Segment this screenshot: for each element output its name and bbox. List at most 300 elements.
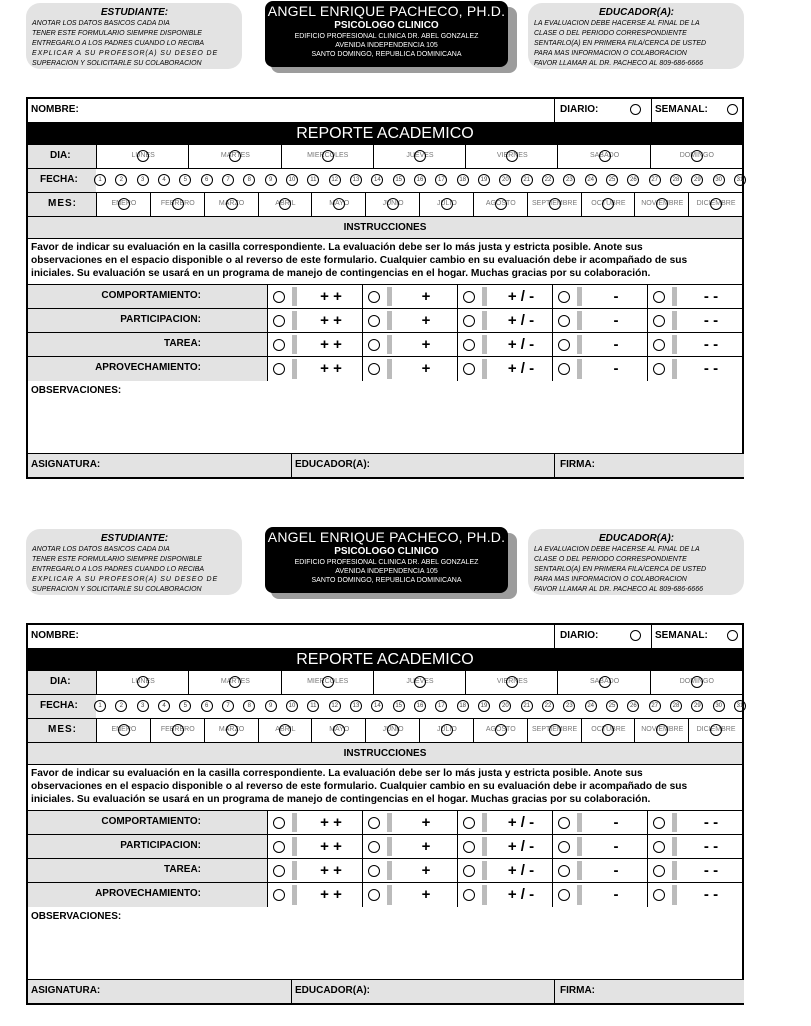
rating-option[interactable] <box>457 811 552 834</box>
date-option-circle[interactable]: 2 <box>115 174 127 186</box>
rating-option[interactable] <box>362 835 457 858</box>
month-option-label: NOVIEMBRE <box>641 200 684 207</box>
rating-radio[interactable] <box>558 817 570 829</box>
educator-field[interactable] <box>291 454 554 477</box>
date-option-circle[interactable]: 23 <box>563 174 575 186</box>
date-option-circle[interactable]: 19 <box>478 174 490 186</box>
day-option[interactable] <box>96 145 189 168</box>
month-option[interactable] <box>581 719 636 742</box>
criteria-row <box>28 883 742 907</box>
criteria-row <box>28 859 742 883</box>
subject-field[interactable] <box>28 980 291 1003</box>
rating-option[interactable] <box>552 309 647 332</box>
daily-checkbox[interactable] <box>630 630 641 641</box>
month-option-circle <box>495 198 507 210</box>
rating-radio[interactable] <box>558 889 570 901</box>
month-option[interactable] <box>634 193 689 216</box>
rating-option[interactable] <box>647 811 742 834</box>
rating-radio[interactable] <box>653 841 665 853</box>
rating-symbol: - <box>613 814 619 831</box>
criteria-rows <box>28 285 742 381</box>
date-option-circle[interactable]: 27 <box>649 700 661 712</box>
educator-label: EDUCADOR(A): <box>295 985 370 996</box>
month-option[interactable] <box>527 193 582 216</box>
date-option-circle[interactable]: 16 <box>414 174 426 186</box>
month-option-circle <box>549 724 561 736</box>
month-option[interactable] <box>634 719 689 742</box>
date-option-circle[interactable]: 31 <box>734 700 746 712</box>
educator-box-line: FAVOR LLAMAR AL DR. PACHECO AL 809-686-6666 <box>534 586 703 593</box>
month-option-label: NOVIEMBRE <box>641 726 684 733</box>
rating-radio[interactable] <box>558 291 570 303</box>
month-option[interactable] <box>311 193 366 216</box>
day-option[interactable] <box>465 671 558 694</box>
date-option-circle[interactable]: 22 <box>542 700 554 712</box>
weekly-checkbox[interactable] <box>727 630 738 641</box>
educator-box-line: LA EVALUACION DEBE HACERSE AL FINAL DE LA <box>534 20 700 27</box>
rating-option[interactable] <box>457 835 552 858</box>
date-option-circle[interactable]: 25 <box>606 174 618 186</box>
subject-field[interactable] <box>28 454 291 477</box>
month-option[interactable] <box>96 719 151 742</box>
signature-field[interactable] <box>554 980 744 1003</box>
month-option-circle <box>226 198 238 210</box>
day-option[interactable] <box>557 145 650 168</box>
date-option-circle[interactable]: 9 <box>265 700 277 712</box>
rating-symbol: + / - <box>507 838 535 855</box>
rating-symbol: - - <box>703 838 719 855</box>
date-option-circle[interactable]: 1 <box>94 700 106 712</box>
rating-radio[interactable] <box>653 865 665 877</box>
rating-radio[interactable] <box>558 865 570 877</box>
month-row <box>28 719 742 743</box>
instructions-line: observaciones en el espacio disponible o al reverso de este formulario. Cualquier cambio en su evaluación debe ir acompañado de sus <box>31 255 688 266</box>
rating-option[interactable] <box>362 883 457 907</box>
clinician-address-line: AVENIDA INDEPENDENCIA 105 <box>335 568 438 575</box>
rating-option[interactable] <box>647 333 742 356</box>
rating-option[interactable] <box>362 811 457 834</box>
clinician-address-line: SANTO DOMINGO, REPUBLICA DOMINICANA <box>311 577 462 584</box>
rating-radio[interactable] <box>368 291 380 303</box>
month-option[interactable] <box>688 193 743 216</box>
rating-option[interactable] <box>457 309 552 332</box>
month-option[interactable] <box>419 719 474 742</box>
weekly-label: SEMANAL: <box>655 104 708 115</box>
rating-radio[interactable] <box>558 339 570 351</box>
rating-symbol: - - <box>703 814 719 831</box>
date-option-circle[interactable]: 10 <box>286 700 298 712</box>
month-option-label: MAYO <box>329 726 350 733</box>
rating-symbol: + + <box>320 288 342 305</box>
rating-radio[interactable] <box>558 841 570 853</box>
rating-option[interactable] <box>457 333 552 356</box>
rating-option[interactable] <box>457 285 552 308</box>
date-option-circle[interactable]: 23 <box>563 700 575 712</box>
criteria-label: APROVECHAMIENTO: <box>95 888 201 899</box>
rating-divider <box>292 335 297 354</box>
rating-option[interactable] <box>552 835 647 858</box>
date-option-circle[interactable]: 8 <box>243 700 255 712</box>
month-option[interactable] <box>581 193 636 216</box>
rating-radio[interactable] <box>653 315 665 327</box>
student-box-title: ESTUDIANTE: <box>100 533 169 544</box>
date-option-circle[interactable]: 24 <box>585 174 597 186</box>
subject-label: ASIGNATURA: <box>31 985 101 996</box>
rating-symbol: - - <box>703 336 719 353</box>
rating-symbol: + + <box>320 360 342 377</box>
rating-radio[interactable] <box>273 817 285 829</box>
day-row <box>28 145 742 169</box>
date-option-circle[interactable]: 26 <box>627 700 639 712</box>
month-option-circle <box>172 724 184 736</box>
student-box-line: ENTREGARLO A LOS PADRES CUANDO LO RECIBA <box>32 566 205 573</box>
clinician-name: ANGEL ENRIQUE PACHECO, PH.D. <box>267 3 506 19</box>
month-label: MES: <box>48 198 77 209</box>
date-option-circle[interactable]: 3 <box>137 700 149 712</box>
rating-radio[interactable] <box>558 363 570 375</box>
rating-option[interactable] <box>647 859 742 882</box>
rating-radio[interactable] <box>273 865 285 877</box>
date-option-circle[interactable]: 30 <box>713 174 725 186</box>
educator-box-line: LA EVALUACION DEBE HACERSE AL FINAL DE LA <box>534 546 700 553</box>
day-option[interactable] <box>188 145 281 168</box>
rating-option[interactable] <box>647 285 742 308</box>
date-option-circle[interactable]: 27 <box>649 174 661 186</box>
date-option-circle[interactable]: 4 <box>158 174 170 186</box>
month-option[interactable] <box>473 719 528 742</box>
daily-label: DIARIO: <box>560 104 599 115</box>
date-option-circle[interactable]: 12 <box>329 174 341 186</box>
date-option-circle[interactable]: 29 <box>691 174 703 186</box>
day-option[interactable] <box>188 671 281 694</box>
month-option-label: AGOSTO <box>485 200 516 207</box>
rating-option[interactable] <box>552 333 647 356</box>
date-option-circle[interactable]: 29 <box>691 700 703 712</box>
rating-option[interactable] <box>552 285 647 308</box>
date-option-circle[interactable]: 2 <box>115 700 127 712</box>
date-option-circle[interactable]: 8 <box>243 174 255 186</box>
date-option-circle[interactable]: 25 <box>606 700 618 712</box>
rating-radio[interactable] <box>368 841 380 853</box>
day-option-circle <box>691 150 703 162</box>
rating-divider <box>482 837 487 856</box>
instructions-line: observaciones en el espacio disponible o al reverso de este formulario. Cualquier cambio en su evaluación debe ir acompañado de sus <box>31 781 688 792</box>
date-option-circle[interactable]: 13 <box>350 700 362 712</box>
day-option-label: LUNES <box>131 678 155 685</box>
rating-option[interactable] <box>362 859 457 882</box>
date-option-circle[interactable]: 28 <box>670 700 682 712</box>
rating-divider <box>387 359 392 379</box>
rating-option[interactable] <box>267 811 362 834</box>
rating-symbol: - <box>613 360 619 377</box>
rating-option[interactable] <box>552 883 647 907</box>
day-option-label: DOMINGO <box>679 152 714 159</box>
rating-radio[interactable] <box>653 363 665 375</box>
rating-radio[interactable] <box>653 339 665 351</box>
day-option[interactable] <box>281 145 374 168</box>
day-option-label: SABADO <box>589 678 620 685</box>
month-option-circle <box>279 198 291 210</box>
rating-radio[interactable] <box>368 817 380 829</box>
date-option-circle[interactable]: 20 <box>499 700 511 712</box>
month-option-label: FEBRERO <box>160 726 195 733</box>
rating-symbol: + + <box>320 862 342 879</box>
month-option[interactable] <box>258 193 313 216</box>
educator-box-title: EDUCADOR(A): <box>599 533 674 544</box>
rating-option[interactable] <box>457 859 552 882</box>
rating-option[interactable] <box>267 309 362 332</box>
day-option[interactable] <box>650 145 743 168</box>
student-box-line: EXPLICAR A SU PROFESOR(A) SU DESEO DE <box>32 576 219 583</box>
date-option-circle[interactable]: 20 <box>499 174 511 186</box>
rating-radio[interactable] <box>368 889 380 901</box>
date-option-circle[interactable]: 7 <box>222 174 234 186</box>
day-option[interactable] <box>557 671 650 694</box>
rating-radio[interactable] <box>653 291 665 303</box>
rating-divider <box>292 861 297 880</box>
rating-radio[interactable] <box>273 363 285 375</box>
month-option[interactable] <box>258 719 313 742</box>
day-label-cell <box>28 145 96 168</box>
day-option[interactable] <box>281 671 374 694</box>
rating-option[interactable] <box>457 883 552 907</box>
rating-option[interactable] <box>552 811 647 834</box>
instructions-heading: INSTRUCCIONES <box>28 743 742 765</box>
day-option-circle <box>506 676 518 688</box>
date-option-circle[interactable]: 13 <box>350 174 362 186</box>
criteria-label-cell <box>28 309 267 332</box>
rating-symbol: + + <box>320 886 342 903</box>
month-option-label: OCTUBRE <box>591 726 626 733</box>
rating-radio[interactable] <box>463 889 475 901</box>
rating-divider <box>482 287 487 306</box>
rating-option[interactable] <box>267 859 362 882</box>
instructions-line: iniciales. Su evaluación se usará en un programa de manejo de contingencias en el hogar. Muchas gracias por su colaboración. <box>31 794 651 805</box>
rating-divider <box>672 885 677 905</box>
criteria-label-cell <box>28 811 267 834</box>
month-option[interactable] <box>365 193 420 216</box>
rating-radio[interactable] <box>273 841 285 853</box>
month-option[interactable] <box>311 719 366 742</box>
date-row <box>28 169 742 193</box>
rating-divider <box>482 311 487 330</box>
daily-checkbox[interactable] <box>630 104 641 115</box>
month-option-circle <box>279 724 291 736</box>
date-option-circle[interactable]: 18 <box>457 174 469 186</box>
day-row <box>28 671 742 695</box>
rating-option[interactable] <box>267 357 362 381</box>
day-option-label: VIERNES <box>496 678 528 685</box>
educator-field[interactable] <box>291 980 554 1003</box>
date-option-circle[interactable]: 17 <box>435 174 447 186</box>
day-option[interactable] <box>96 671 189 694</box>
rating-radio[interactable] <box>653 889 665 901</box>
rating-radio[interactable] <box>463 339 475 351</box>
date-label: FECHA: <box>40 700 78 711</box>
month-option[interactable] <box>688 719 743 742</box>
month-option-circle <box>387 198 399 210</box>
educator-box-line: FAVOR LLAMAR AL DR. PACHECO AL 809-686-6666 <box>534 60 703 67</box>
rating-radio[interactable] <box>653 817 665 829</box>
date-label-cell <box>28 169 96 192</box>
date-option-circle[interactable]: 15 <box>393 174 405 186</box>
rating-radio[interactable] <box>273 889 285 901</box>
date-option-circle[interactable]: 15 <box>393 700 405 712</box>
educator-label: EDUCADOR(A): <box>295 459 370 470</box>
rating-divider <box>672 287 677 306</box>
name-field[interactable] <box>28 99 554 122</box>
rating-option[interactable] <box>647 835 742 858</box>
month-option-label: MAYO <box>329 200 350 207</box>
date-option-circle[interactable]: 14 <box>371 700 383 712</box>
date-option-circle[interactable]: 6 <box>201 700 213 712</box>
clinician-title: PSICOLOGO CLINICO <box>334 20 439 31</box>
day-option-label: MARTES <box>220 678 250 685</box>
day-option[interactable] <box>465 145 558 168</box>
rating-symbol: + <box>421 288 431 305</box>
month-option[interactable] <box>96 193 151 216</box>
month-option-circle <box>118 198 130 210</box>
month-option[interactable] <box>365 719 420 742</box>
observations-field[interactable] <box>28 907 742 980</box>
rating-option[interactable] <box>362 285 457 308</box>
signature-field[interactable] <box>554 454 744 477</box>
rating-radio[interactable] <box>463 841 475 853</box>
rating-radio[interactable] <box>368 865 380 877</box>
rating-symbol: - - <box>703 360 719 377</box>
signature-label: FIRMA: <box>560 985 595 996</box>
month-option-circle <box>441 198 453 210</box>
date-option-circle[interactable]: 28 <box>670 174 682 186</box>
day-option[interactable] <box>373 145 466 168</box>
date-option-circle[interactable]: 5 <box>179 174 191 186</box>
date-option-circle[interactable]: 4 <box>158 700 170 712</box>
date-option-circle[interactable]: 9 <box>265 174 277 186</box>
rating-symbol: + <box>421 838 431 855</box>
date-option-circle[interactable]: 21 <box>521 700 533 712</box>
rating-radio[interactable] <box>463 817 475 829</box>
month-option[interactable] <box>419 193 474 216</box>
month-option[interactable] <box>150 193 205 216</box>
rating-radio[interactable] <box>368 363 380 375</box>
date-option-circle[interactable]: 30 <box>713 700 725 712</box>
date-option-circle[interactable]: 21 <box>521 174 533 186</box>
month-option-circle <box>656 724 668 736</box>
date-option-circle[interactable]: 14 <box>371 174 383 186</box>
rating-radio[interactable] <box>463 363 475 375</box>
date-option-circle[interactable]: 24 <box>585 700 597 712</box>
month-option[interactable] <box>204 719 259 742</box>
name-field[interactable] <box>28 625 554 648</box>
rating-radio[interactable] <box>463 865 475 877</box>
rating-option[interactable] <box>362 309 457 332</box>
rating-radio[interactable] <box>273 339 285 351</box>
date-option-circle[interactable]: 6 <box>201 174 213 186</box>
report-title: REPORTE ACADEMICO <box>28 123 742 145</box>
rating-option[interactable] <box>552 859 647 882</box>
date-option-circle[interactable]: 12 <box>329 700 341 712</box>
date-option-circle[interactable]: 11 <box>307 700 319 712</box>
name-label: NOMBRE: <box>31 630 79 641</box>
rating-option[interactable] <box>647 883 742 907</box>
date-option-circle[interactable]: 22 <box>542 174 554 186</box>
criteria-row <box>28 309 742 333</box>
date-option-circle[interactable]: 1 <box>94 174 106 186</box>
rating-option[interactable] <box>267 285 362 308</box>
month-option-circle <box>441 724 453 736</box>
rating-option[interactable] <box>457 357 552 381</box>
month-option[interactable] <box>204 193 259 216</box>
rating-radio[interactable] <box>368 315 380 327</box>
rating-divider <box>482 861 487 880</box>
rating-radio[interactable] <box>463 291 475 303</box>
rating-radio[interactable] <box>273 315 285 327</box>
date-option-circle[interactable]: 11 <box>307 174 319 186</box>
rating-radio[interactable] <box>273 291 285 303</box>
rating-divider <box>292 311 297 330</box>
educator-box-line: CLASE O DEL PERIODO CORRESPONDIENTE <box>534 556 687 563</box>
rating-option[interactable] <box>552 357 647 381</box>
day-option-label: MARTES <box>220 152 250 159</box>
rating-option[interactable] <box>647 309 742 332</box>
date-option-circle[interactable]: 3 <box>137 174 149 186</box>
month-option[interactable] <box>150 719 205 742</box>
day-option-circle <box>229 150 241 162</box>
date-option-circle[interactable]: 16 <box>414 700 426 712</box>
student-box-line: EXPLICAR A SU PROFESOR(A) SU DESEO DE <box>32 50 219 57</box>
day-option-label: LUNES <box>131 152 155 159</box>
rating-option[interactable] <box>267 883 362 907</box>
rating-symbol: - <box>613 336 619 353</box>
date-option-circle[interactable]: 10 <box>286 174 298 186</box>
rating-option[interactable] <box>362 357 457 381</box>
rating-divider <box>292 287 297 306</box>
rating-radio[interactable] <box>463 315 475 327</box>
observations-field[interactable] <box>28 381 742 454</box>
weekly-checkbox[interactable] <box>727 104 738 115</box>
rating-symbol: + <box>421 814 431 831</box>
month-option[interactable] <box>473 193 528 216</box>
date-option-circle[interactable]: 7 <box>222 700 234 712</box>
rating-divider <box>577 885 582 905</box>
date-option-circle[interactable]: 17 <box>435 700 447 712</box>
criteria-label: TAREA: <box>163 338 201 349</box>
student-box-line: ANOTAR LOS DATOS BASICOS CADA DIA <box>32 546 170 553</box>
date-option-circle[interactable]: 31 <box>734 174 746 186</box>
date-option-circle[interactable]: 5 <box>179 700 191 712</box>
date-option-circle[interactable]: 26 <box>627 174 639 186</box>
rating-option[interactable] <box>647 357 742 381</box>
day-option-label: DOMINGO <box>679 678 714 685</box>
day-option[interactable] <box>373 671 466 694</box>
criteria-row <box>28 333 742 357</box>
month-option-label: AGOSTO <box>485 726 516 733</box>
date-option-circle[interactable]: 18 <box>457 700 469 712</box>
date-option-circle[interactable]: 19 <box>478 700 490 712</box>
month-option[interactable] <box>527 719 582 742</box>
rating-option[interactable] <box>362 333 457 356</box>
rating-radio[interactable] <box>558 315 570 327</box>
rating-option[interactable] <box>267 333 362 356</box>
month-option-label: SEPTIEMBRE <box>532 726 578 733</box>
day-option-circle <box>322 150 334 162</box>
rating-divider <box>387 813 392 832</box>
rating-divider <box>387 311 392 330</box>
day-option[interactable] <box>650 671 743 694</box>
rating-radio[interactable] <box>368 339 380 351</box>
rating-option[interactable] <box>267 835 362 858</box>
month-option-label: OCTUBRE <box>591 200 626 207</box>
